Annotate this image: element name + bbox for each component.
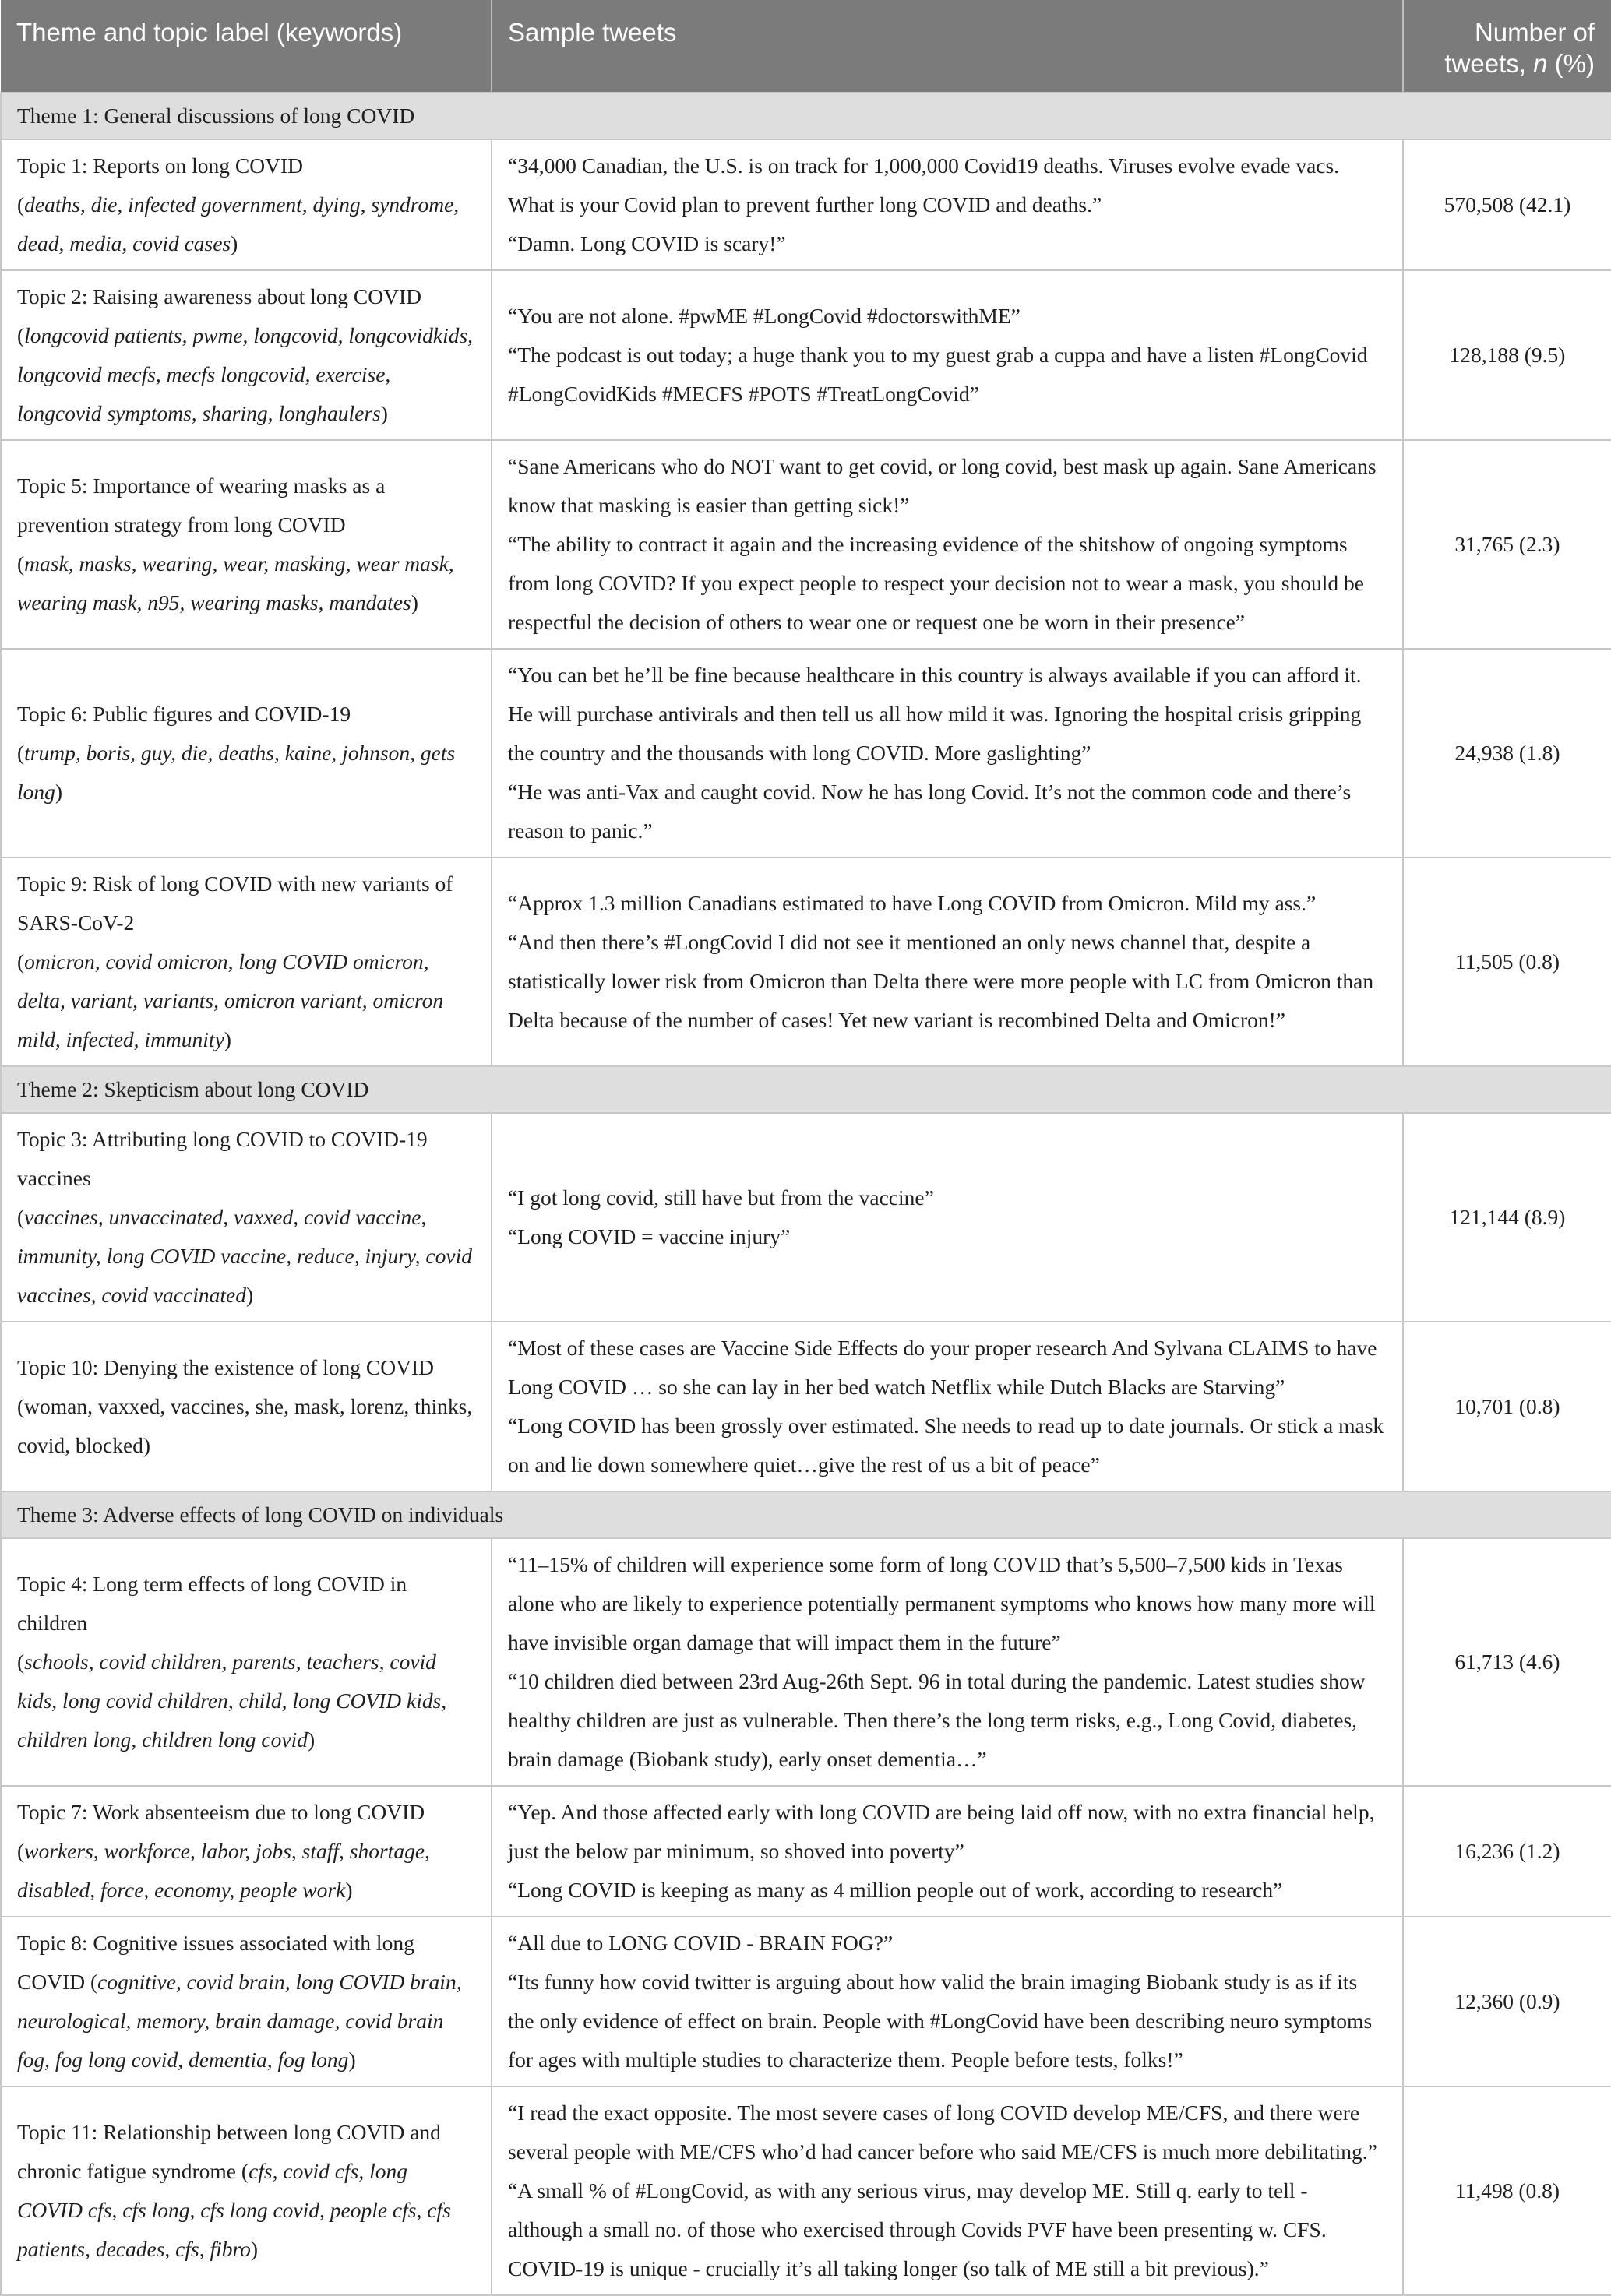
theme-title: Theme 2: Skepticism about long COVID — [1, 1066, 1611, 1113]
tweet-count: 10,701 (0.8) — [1403, 1322, 1611, 1491]
sample-tweet: “Yep. And those affected early with long COVID are being laid off now, with no extra financial help, just the below par minimum, so shoved into poverty” — [508, 1800, 1375, 1863]
topic-keywords: vaccines, unvaccinated, vaxxed, covid vaccine, immunity, long COVID vaccine, reduce, injury, covid vaccines, covid vaccinated — [17, 1205, 472, 1307]
table-row — [1, 1538, 1611, 1786]
theme-title: Theme 3: Adverse effects of long COVID on individuals — [1, 1491, 1611, 1538]
tweets-cell — [492, 1113, 1403, 1322]
sample-tweet: “You can bet he’ll be fine because healthcare in this country is always available if you can afford it. He will purchase antivirals and then tell us all how mild it was. Ignoring the hospital crisis gripping the country and the thousands with long COVID. More gaslighting” — [508, 663, 1362, 765]
tweets-cell — [492, 270, 1403, 440]
tweets-cell — [492, 1786, 1403, 1917]
tweets-cell — [492, 649, 1403, 857]
tweet-count: 11,498 (0.8) — [1403, 2086, 1611, 2295]
topic-label: Topic 1: Reports on long COVID — [17, 153, 304, 178]
topic-label: Topic 9: Risk of long COVID with new variants of SARS-CoV-2 — [17, 872, 453, 935]
table-row — [1, 649, 1611, 857]
topic-label: Topic 4: Long term effects of long COVID in children — [17, 1572, 407, 1635]
tweet-count: 16,236 (1.2) — [1403, 1786, 1611, 1917]
theme-row — [1, 1066, 1611, 1113]
table-row — [1, 857, 1611, 1066]
table-row — [1, 139, 1611, 270]
sample-tweet: “The podcast is out today; a huge thank you to my guest grab a cuppa and have a listen #LongCovid #LongCovidKids #MECFS #POTS #TreatLongCovid” — [508, 343, 1368, 406]
tweet-count: 121,144 (8.9) — [1403, 1113, 1611, 1322]
theme-title: Theme 1: General discussions of long COVID — [1, 93, 1611, 139]
topic-keywords: deaths, die, infected government, dying, syndrome, dead, media, covid cases — [17, 192, 460, 255]
header-count-line2: tweets, — [1444, 49, 1526, 78]
topic-label: Topic 2: Raising awareness about long COVID — [17, 284, 421, 308]
topic-cell: Topic 7: Work absenteeism due to long COVID (workers, workforce, labor, jobs, staff, shortage, disabled, force, economy, people work) — [1, 1786, 492, 1917]
topic-cell: Topic 3: Attributing long COVID to COVID-19 vaccines (vaccines, unvaccinated, vaxxed, covid vaccine, immunity, long COVID vaccine, reduce, injury, covid vaccines, covid vaccinated) — [1, 1113, 492, 1322]
topic-keywords: cfs, covid cfs, long COVID cfs, cfs long, cfs long covid, people cfs, cfs patients, decades, cfs, fibro — [17, 2159, 451, 2261]
topic-cell: Topic 4: Long term effects of long COVID in children (schools, covid children, parents, teachers, covid kids, long covid children, child, long COVID kids, children long, children long covid) — [1, 1538, 492, 1786]
topic-cell: Topic 6: Public figures and COVID-19 (trump, boris, guy, die, deaths, kaine, johnson, gets long) — [1, 649, 492, 857]
topic-label: Topic 7: Work absenteeism due to long COVID — [17, 1800, 425, 1824]
tweets-cell — [492, 857, 1403, 1066]
sample-tweet: “I read the exact opposite. The most severe cases of long COVID develop ME/CFS, and there were several people with ME/CFS who’d had cancer before who said ME/CFS is much more debilitating.” — [508, 2101, 1377, 2164]
sample-tweet: “Sane Americans who do NOT want to get covid, or long covid, best mask up again. Sane Americans know that masking is easier than getting sick!” — [508, 454, 1377, 517]
topic-cell: Topic 10: Denying the existence of long COVID (woman, vaxxed, vaccines, she, mask, lorenz, thinks, covid, blocked) — [1, 1322, 492, 1491]
sample-tweet: “34,000 Canadian, the U.S. is on track for 1,000,000 Covid19 deaths. Viruses evolve evade vacs. What is your Covid plan to prevent further long COVID and deaths.” — [508, 153, 1340, 217]
theme-row — [1, 93, 1611, 139]
tweets-cell — [492, 440, 1403, 649]
sample-tweet: “A small % of #LongCovid, as with any serious virus, may develop ME. Still q. early to tell - although a small no. of those who exercised through Covids PVF have been presenting w. CFS. COVID-19 is unique - crucially it’s all taking longer (so talk of ME still a bit previous).” — [508, 2178, 1327, 2280]
table-row — [1, 1917, 1611, 2086]
tweets-cell — [492, 139, 1403, 270]
header-sample-tweets: Sample tweets — [492, 0, 1403, 93]
topic-cell: Topic 8: Cognitive issues associated with long COVID (cognitive, covid brain, long COVID brain, neurological, memory, brain damage, covid brain fog, fog long covid, dementia, fog long) — [1, 1917, 492, 2086]
tweet-count: 11,505 (0.8) — [1403, 857, 1611, 1066]
header-count-unit: (%) — [1554, 49, 1595, 78]
sample-tweet: “I got long covid, still have but from the vaccine” — [508, 1185, 934, 1210]
sample-tweet: “Approx 1.3 million Canadians estimated to have Long COVID from Omicron. Mild my ass.” — [508, 891, 1317, 915]
sample-tweet: “The ability to contract it again and the increasing evidence of the shitshow of ongoing symptoms from long COVID? If you expect people to respect your decision not to wear a mask, you should be respectful the decision of others to wear one or request one be worn in their presence” — [508, 532, 1364, 634]
tweet-count: 570,508 (42.1) — [1403, 139, 1611, 270]
sample-tweet: “Long COVID is keeping as many as 4 million people out of work, according to research” — [508, 1878, 1283, 1902]
sample-tweet: “He was anti-Vax and caught covid. Now he has long Covid. It’s not the common code and there’s reason to panic.” — [508, 780, 1352, 843]
topic-keywords: cognitive, covid brain, long COVID brain, neurological, memory, brain damage, covid brain fog, fog long covid, dementia, fog long — [17, 1970, 462, 2072]
table-row — [1, 1113, 1611, 1322]
topic-label: Topic 6: Public figures and COVID-19 — [17, 702, 351, 726]
tweets-cell — [492, 2086, 1403, 2295]
table-row — [1, 440, 1611, 649]
header-count-line1: Number of — [1474, 18, 1595, 47]
topic-label: Topic 11: Relationship between long COVID and chronic fatigue syndrome — [17, 2120, 441, 2183]
table-row — [1, 270, 1611, 440]
sample-tweet: “Long COVID = vaccine injury” — [508, 1224, 791, 1248]
topic-cell: Topic 11: Relationship between long COVID and chronic fatigue syndrome (cfs, covid cfs, long COVID cfs, cfs long, cfs long covid, people cfs, cfs patients, decades, cfs, fibro) — [1, 2086, 492, 2295]
sample-tweet: “You are not alone. #pwME #LongCovid #doctorswithME” — [508, 304, 1021, 328]
topic-label: Topic 3: Attributing long COVID to COVID-19 vaccines — [17, 1127, 428, 1190]
table-row — [1, 1322, 1611, 1491]
sample-tweet: “All due to LONG COVID - BRAIN FOG?” — [508, 1931, 894, 1955]
topic-keywords: trump, boris, guy, die, deaths, kaine, johnson, gets long — [17, 741, 456, 804]
topic-cell: Topic 1: Reports on long COVID (deaths, die, infected government, dying, syndrome, dead, media, covid cases) — [1, 139, 492, 270]
header-count-var: n — [1533, 49, 1548, 78]
topic-keywords: schools, covid children, parents, teachers, covid kids, long covid children, child, long COVID kids, children long, children long covid — [17, 1650, 447, 1752]
tweets-cell — [492, 1538, 1403, 1786]
topic-label: Topic 8: Cognitive issues associated with long COVID — [17, 1931, 414, 1994]
sample-tweet: “Most of these cases are Vaccine Side Effects do your proper research And Sylvana CLAIMS to have Long COVID … so she can lay in her bed watch Netflix while Dutch Blacks are Starving” — [508, 1336, 1377, 1399]
topic-keywords: woman, vaxxed, vaccines, she, mask, lorenz, thinks, covid, blocked — [17, 1394, 473, 1457]
header-number-of-tweets — [1403, 0, 1611, 93]
tweet-count: 12,360 (0.9) — [1403, 1917, 1611, 2086]
topic-keywords: omicron, covid omicron, long COVID omicron, delta, variant, variants, omicron variant, omicron mild, infected, immunity — [17, 949, 444, 1051]
table-row — [1, 2086, 1611, 2295]
topic-label: Topic 5: Importance of wearing masks as a prevention strategy from long COVID — [17, 474, 386, 537]
sample-tweet: “10 children died between 23rd Aug-26th Sept. 96 in total during the pandemic. Latest studies show healthy children are just as vulnerable. Then there’s the long term risks, e.g., Long Covid, diabetes, brain damage (Biobank study), early onset dementia…” — [508, 1669, 1366, 1771]
tweet-count: 61,713 (4.6) — [1403, 1538, 1611, 1786]
theme-row — [1, 1491, 1611, 1538]
tweet-count: 31,765 (2.3) — [1403, 440, 1611, 649]
sample-tweet: “11–15% of children will experience some form of long COVID that’s 5,500–7,500 kids in Texas alone who are likely to experience potentially permanent symptoms who knows how many more will have invisible organ damage that will impact them in the future” — [508, 1552, 1376, 1654]
tweet-count: 128,188 (9.5) — [1403, 270, 1611, 440]
sample-tweet: “Its funny how covid twitter is arguing about how valid the brain imaging Biobank study is as if its the only evidence of effect on brain. People with #LongCovid have been describing neuro symptoms for ages with multiple studies to characterize them. People before tests, folks!” — [508, 1970, 1373, 2072]
tweet-count: 24,938 (1.8) — [1403, 649, 1611, 857]
tweets-cell — [492, 1322, 1403, 1491]
header-theme-topic: Theme and topic label (keywords) — [1, 0, 492, 93]
tweets-cell — [492, 1917, 1403, 2086]
topic-label: Topic 10: Denying the existence of long COVID — [17, 1355, 434, 1379]
topic-keywords: workers, workforce, labor, jobs, staff, shortage, disabled, force, economy, people work — [17, 1839, 430, 1902]
sample-tweet: “Long COVID has been grossly over estimated. She needs to read up to date journals. Or stick a mask on and lie down somewhere quiet…give the rest of us a bit of peace” — [508, 1414, 1384, 1477]
table-row — [1, 1786, 1611, 1917]
topic-cell: Topic 9: Risk of long COVID with new variants of SARS-CoV-2 (omicron, covid omicron, long COVID omicron, delta, variant, variants, omicron variant, omicron mild, infected, immunity) — [1, 857, 492, 1066]
topic-cell: Topic 2: Raising awareness about long COVID (longcovid patients, pwme, longcovid, longcovidkids, longcovid mecfs, mecfs longcovid, exercise, longcovid symptoms, sharing, longhaulers) — [1, 270, 492, 440]
topic-cell: Topic 5: Importance of wearing masks as a prevention strategy from long COVID (mask, masks, wearing, wear, masking, wear mask, wearing mask, n95, wearing masks, mandates) — [1, 440, 492, 649]
sample-tweet: “And then there’s #LongCovid I did not see it mentioned an only news channel that, despite a statistically lower risk from Omicron than Delta there were more people with LC from Omicron than Delta because of the number of cases! Yet new variant is recombined Delta and Omicron!” — [508, 930, 1374, 1032]
sample-tweet: “Damn. Long COVID is scary!” — [508, 231, 786, 255]
topic-keywords: mask, masks, wearing, wear, masking, wear mask, wearing mask, n95, wearing masks, mandates — [17, 551, 454, 614]
header-row — [1, 0, 1611, 93]
topic-keywords: longcovid patients, pwme, longcovid, longcovidkids, longcovid mecfs, mecfs longcovid, exercise, longcovid symptoms, sharing, longhaulers — [17, 323, 474, 425]
